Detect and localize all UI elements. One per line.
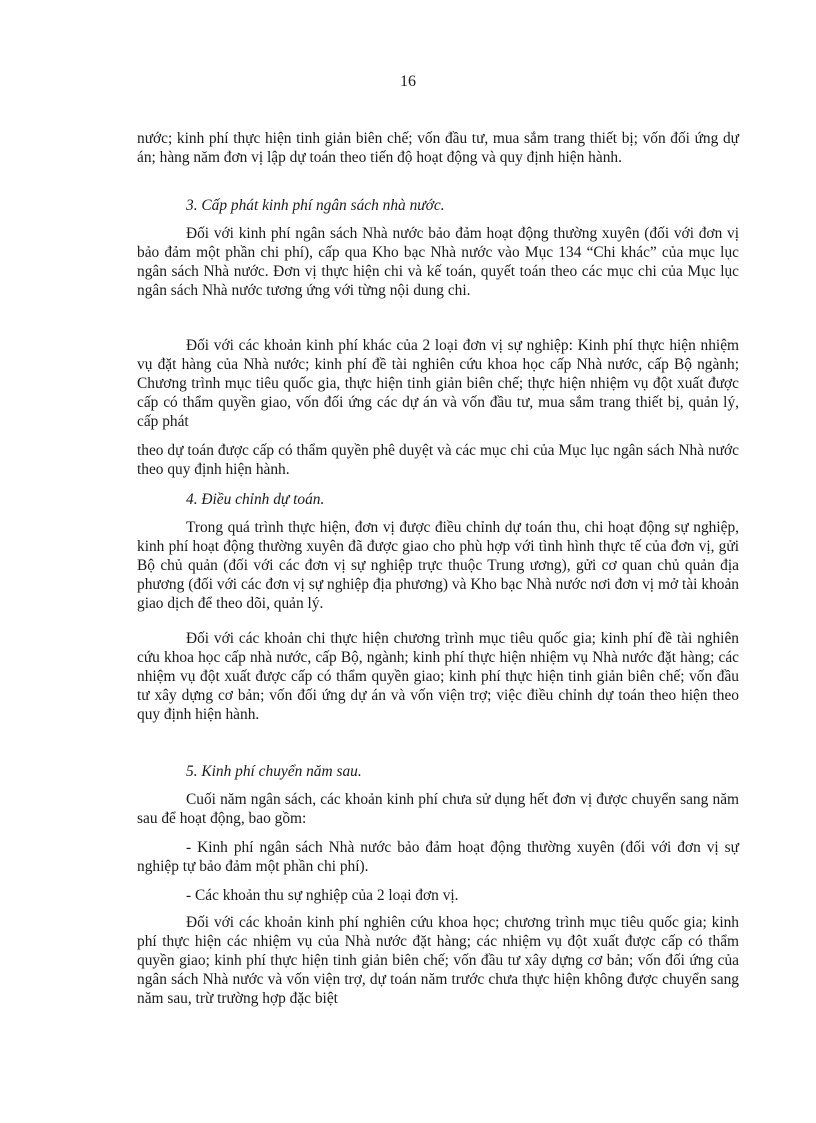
list-item: - Các khoản thu sự nghiệp của 2 loại đơn vị. [186, 887, 459, 904]
list-item: - Kinh phí ngân sách Nhà nước bảo đảm hoạt động thường xuyên (đối với đơn vị sự nghiệp tự bảo đảm một phần chi phí). [137, 839, 739, 875]
paragraph: Đối với kinh phí ngân sách Nhà nước bảo đảm hoạt động thường xuyên (đối với đơn vị bảo đảm một phần chi phí), cấp qua Kho bạc Nhà nước vào Mục 134 “Chi khác” của mục lục ngân sách Nhà nước. Đơn vị thực hiện chi và kế toán, quyết toán theo các mục chi của Mục lục ngân sách Nhà nước tương ứng với từng nội dung chi. [137, 225, 739, 299]
paragraph: Đối với các khoản kinh phí khác của 2 loại đơn vị sự nghiệp: Kinh phí thực hiện nhiệm vụ đặt hàng của Nhà nước; kinh phí đề tài nghiên cứu khoa học cấp Nhà nước, cấp Bộ ngành; Chương trình mục tiêu quốc gia, thực hiện tinh giản biên chế; thực hiện nhiệm vụ đột xuất được cấp có thẩm quyền giao, vốn đối ứng các dự án và vốn đầu tư, mua sắm trang thiết bị, quản lý, cấp phát [137, 337, 739, 430]
section-heading-5: 5. Kinh phí chuyển năm sau. [186, 763, 362, 780]
section-heading-3: 3. Cấp phát kinh phí ngân sách nhà nước. [186, 197, 445, 214]
paragraph: Đối với các khoản kinh phí nghiên cứu khoa học; chương trình mục tiêu quốc gia; kinh phí thực hiện các nhiệm vụ của Nhà nước đặt hàng; các nhiệm vụ đột xuất được cấp có thẩm quyền giao; kinh phí thực hiện tinh giản biên chế; vốn đầu tư xây dựng cơ bản; vốn đối ứng của ngân sách Nhà nước và vốn viện trợ, dự toán năm trước chưa thực hiện không được chuyển sang năm sau, trừ trường hợp đặc biệt [137, 914, 739, 1007]
paragraph: Trong quá trình thực hiện, đơn vị được điều chỉnh dự toán thu, chi hoạt động sự nghiệp, kinh phí hoạt động thường xuyên đã được giao cho phù hợp với tình hình thực tế của đơn vị, gửi Bộ chủ quản (đối với các đơn vị sự nghiệp trực thuộc Trung ương), gửi cơ quan chủ quản địa phương (đối với các đơn vị sự nghiệp địa phương) và Kho bạc Nhà nước nơi đơn vị mở tài khoản giao dịch để theo dõi, quản lý. [137, 519, 739, 612]
section-heading-4: 4. Điều chỉnh dự toán. [186, 491, 325, 508]
page-number: 16 [400, 73, 416, 90]
paragraph: Cuối năm ngân sách, các khoản kinh phí chưa sử dụng hết đơn vị được chuyển sang năm sau để hoạt động, bao gồm: [137, 791, 739, 827]
paragraph-continuation: nước; kinh phí thực hiện tinh giản biên chế; vốn đầu tư, mua sắm trang thiết bị; vốn đối ứng dự án; hàng năm đơn vị lập dự toán theo tiến độ hoạt động và quy định hiện hành. [137, 130, 739, 166]
paragraph: Đối với các khoản chi thực hiện chương trình mục tiêu quốc gia; kinh phí đề tài nghiên cứu khoa học cấp nhà nước, cấp Bộ, ngành; kinh phí thực hiện nhiệm vụ Nhà nước đặt hàng; các nhiệm vụ đột xuất được cấp có thẩm quyền giao; kinh phí thực hiện tinh giản biên chế; vốn đầu tư xây dựng cơ bản; vốn đối ứng dự án và vốn viện trợ; việc điều chỉnh dự toán theo hiện theo quy định hiện hành. [137, 630, 739, 723]
paragraph: theo dự toán được cấp có thẩm quyền phê duyệt và các mục chi của Mục lục ngân sách Nhà nước theo quy định hiện hành. [137, 442, 739, 478]
